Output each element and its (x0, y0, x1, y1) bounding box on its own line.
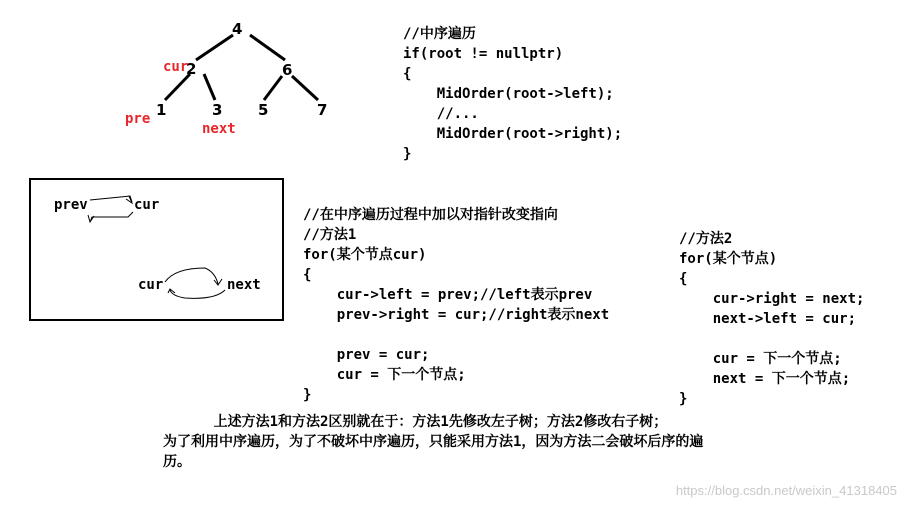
label-pre: pre (125, 111, 151, 127)
code-line: cur->left = prev;//left表示prev (303, 287, 593, 303)
code-line: { (403, 66, 412, 82)
edge-6-7 (292, 76, 318, 100)
code-line: { (303, 267, 312, 283)
summary-line: 为了利用中序遍历，为了不破坏中序遍历，只能采用方法1，因为方法二会破坏后序的遍 (163, 434, 704, 450)
code-line: //在中序遍历过程中加以对指针改变指向 (303, 207, 558, 223)
code-line: if(root != nullptr) (403, 46, 564, 62)
code-line: prev = cur; (303, 347, 430, 363)
edge-4-2 (196, 35, 233, 60)
watermark: https://blog.csdn.net/weixin_41318405 (675, 483, 897, 498)
code-line: cur->right = next; (679, 291, 865, 307)
node-5: 5 (258, 101, 269, 119)
code-line: //方法1 (303, 227, 357, 243)
box-prev: prev (54, 197, 88, 213)
code-line: //中序遍历 (403, 26, 476, 42)
edge-2-3 (204, 74, 215, 100)
code-line: cur = 下一个节点; (679, 351, 842, 367)
code-line: for(某个节点cur) (303, 247, 427, 263)
code-line: { (679, 271, 688, 287)
code-line: //... (403, 106, 479, 122)
box-cur-top: cur (134, 197, 160, 213)
node-2: 2 (186, 60, 197, 78)
edge-6-5 (264, 76, 282, 100)
code-line: } (403, 146, 412, 162)
node-1: 1 (156, 101, 167, 119)
label-cur: cur (163, 59, 189, 75)
summary-line: 历。 (163, 454, 191, 470)
code-line: for(某个节点) (679, 251, 778, 267)
code-line: next = 下一个节点; (679, 371, 851, 387)
code-line: //方法2 (679, 231, 733, 247)
code-line: next->left = cur; (679, 311, 857, 327)
node-7: 7 (317, 101, 328, 119)
node-3: 3 (212, 101, 223, 119)
box-next: next (227, 277, 261, 293)
label-next: next (202, 121, 236, 137)
code-line: prev->right = cur;//right表示next (303, 307, 610, 323)
summary-line: 上述方法1和方法2区别就在于：方法1先修改左子树；方法2修改右子树； (163, 414, 668, 430)
edge-4-6 (250, 35, 285, 60)
node-4: 4 (232, 20, 243, 38)
code-line: } (303, 387, 312, 403)
node-6: 6 (282, 61, 293, 79)
code-line: MidOrder(root->left); (403, 86, 614, 102)
code-line: cur = 下一个节点; (303, 367, 466, 383)
code-line: MidOrder(root->right); (403, 126, 623, 142)
code-line: } (679, 391, 688, 407)
box-cur-bottom: cur (138, 277, 164, 293)
